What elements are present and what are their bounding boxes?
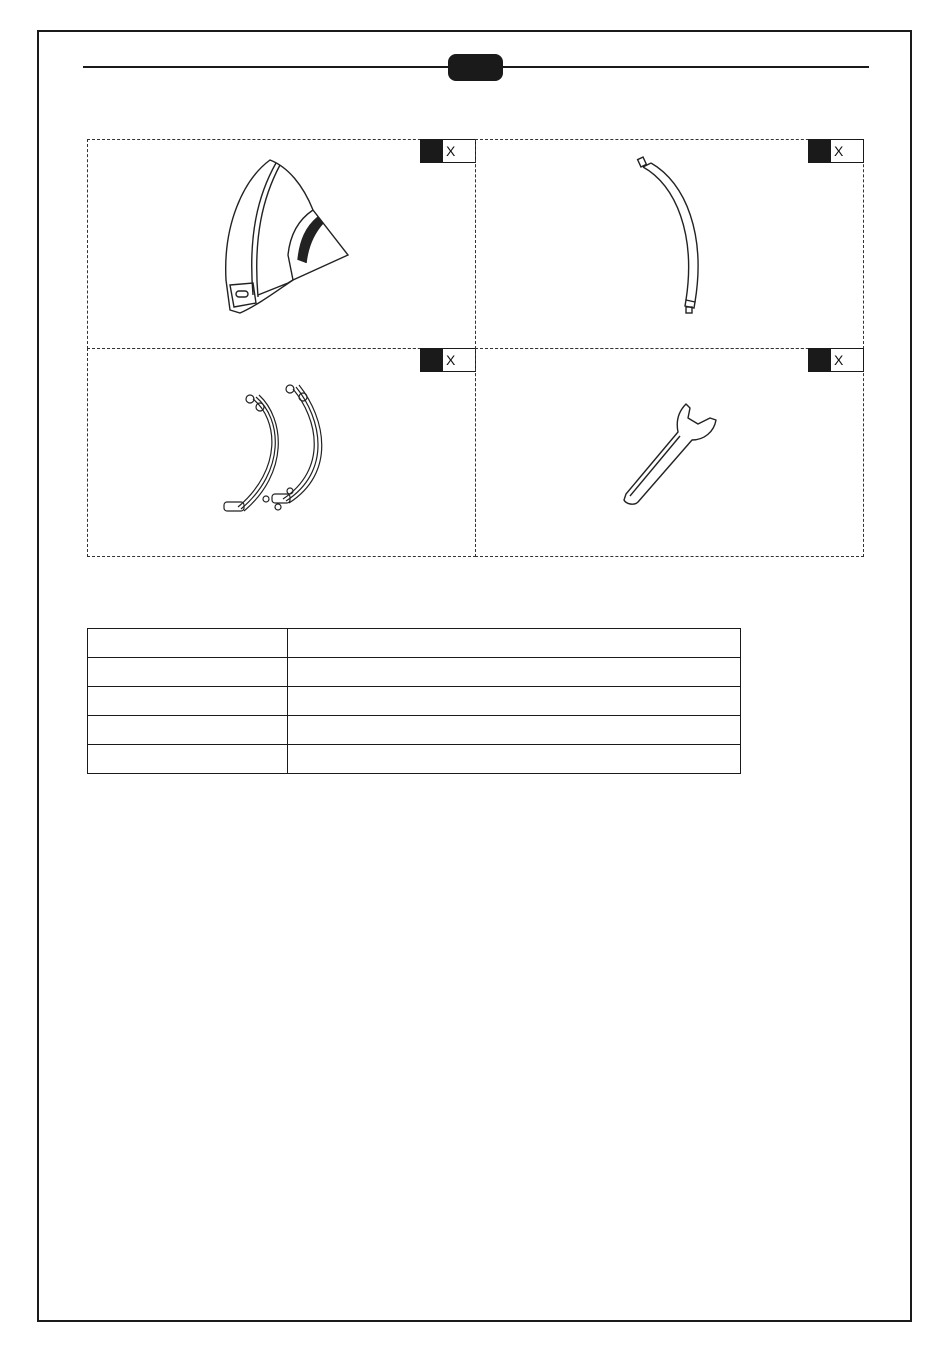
quantity-box [420,348,476,372]
quantity-box [420,139,476,163]
table-row [88,716,741,745]
housing-cover-illustration [218,155,358,320]
curved-tube-illustration [631,155,711,320]
quantity-box [808,348,864,372]
quantity-x: X [834,352,844,368]
cable-harness-illustration [218,379,348,519]
table-cell-label [88,658,288,687]
table-cell-value [288,745,741,774]
quantity-count [809,349,831,371]
wrench-illustration [616,394,726,514]
part-cell-curved-tube [475,139,864,349]
part-cell-wrench [475,348,864,557]
quantity-count [421,140,443,162]
part-cell-cable-harness [87,348,476,557]
part-cell-housing-cover [87,139,476,349]
table-cell-label [88,687,288,716]
quantity-x: X [834,143,844,159]
table-cell-value [288,687,741,716]
spec-table [87,628,741,774]
table-row [88,658,741,687]
table-cell-value [288,629,741,658]
table-cell-value [288,658,741,687]
quantity-count [809,140,831,162]
quantity-box [808,139,864,163]
table-row [88,745,741,774]
table-row [88,687,741,716]
table-cell-label [88,716,288,745]
table-row [88,629,741,658]
table-cell-value [288,716,741,745]
quantity-count [421,349,443,371]
quantity-x: X [446,143,456,159]
table-cell-label [88,629,288,658]
page-number-badge [448,54,503,81]
quantity-x: X [446,352,456,368]
table-cell-label [88,745,288,774]
